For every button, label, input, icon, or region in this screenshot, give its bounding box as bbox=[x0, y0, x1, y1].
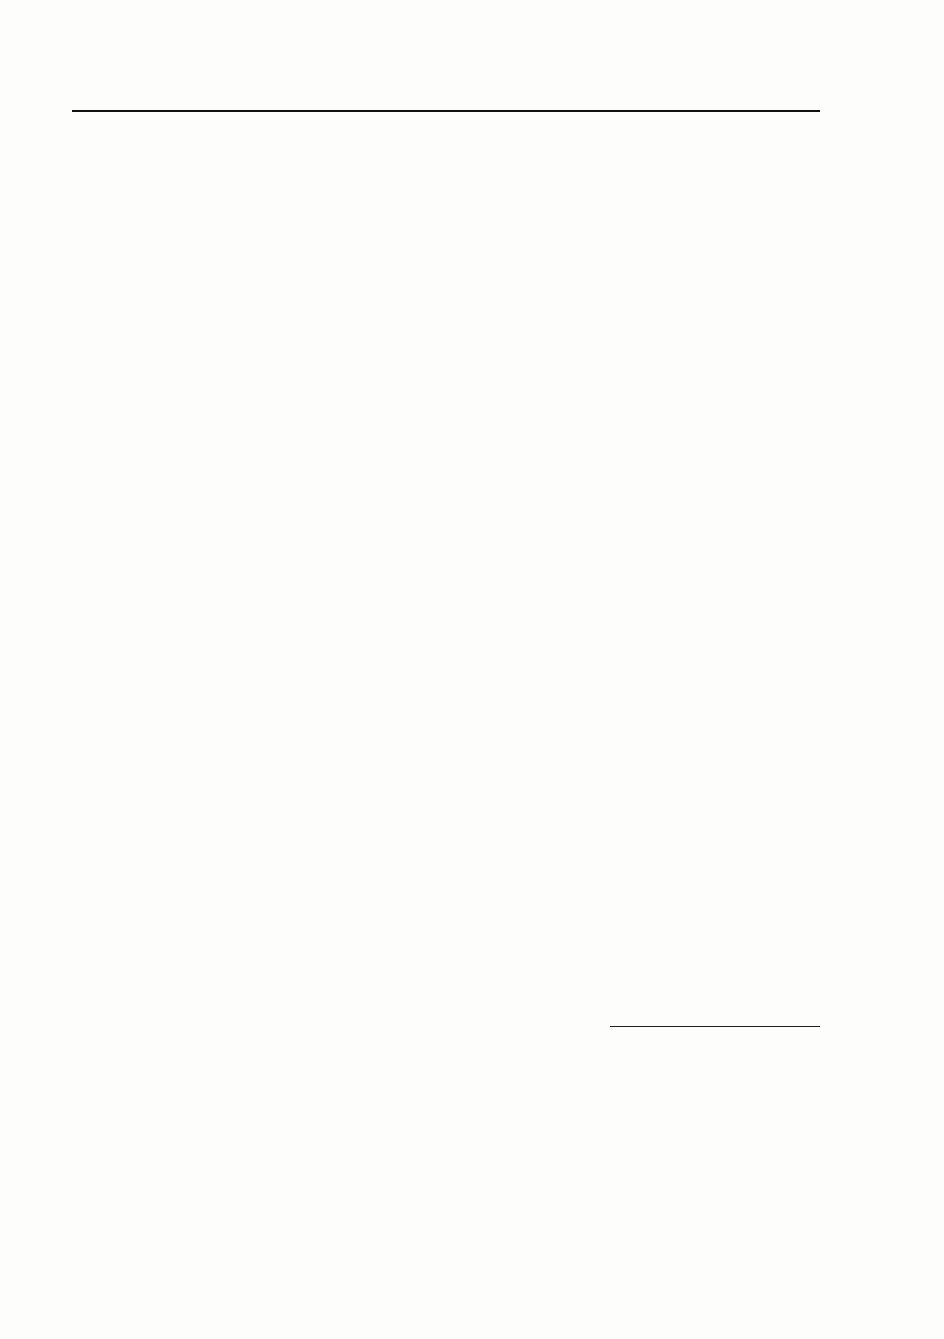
footnote-divider bbox=[610, 1026, 820, 1027]
header-divider bbox=[72, 110, 820, 112]
main-text bbox=[76, 134, 820, 152]
page-header bbox=[72, 74, 820, 104]
